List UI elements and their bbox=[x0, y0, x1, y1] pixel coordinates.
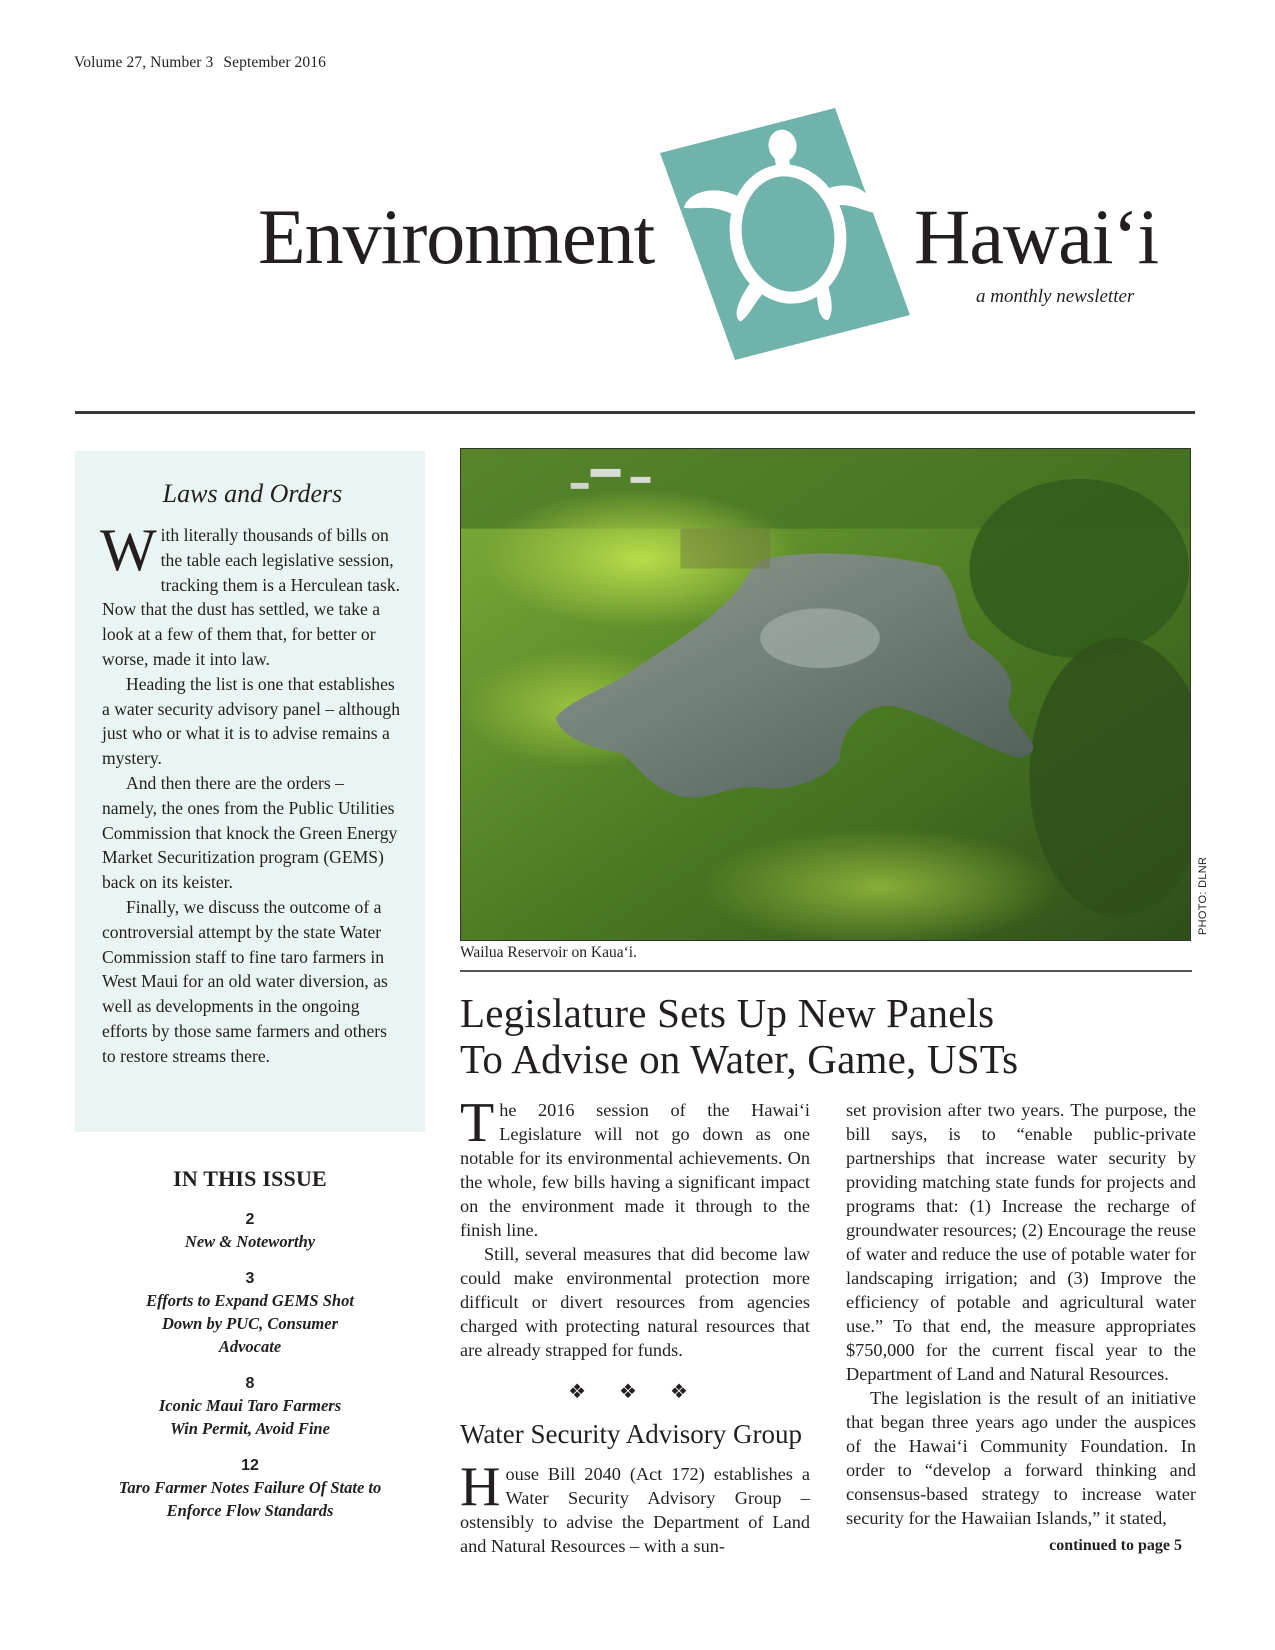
article-subhead: Water Security Advisory Group bbox=[460, 1419, 803, 1449]
article-paragraph: The legislation is the result of an initiative that began three years ago under the auspices of the Hawai‘i Community Foundation. In order to “develop a forward thinking and consensus-based strategy to increase water security for the Hawaiian Islands,” it stated, bbox=[846, 1388, 1196, 1528]
article-headline: Legislature Sets Up New Panels To Advise on Water, Game, USTs bbox=[460, 990, 1019, 1082]
article-paragraph: Still, several measures that did become law could make environmental protection more difficult or divert resources from agencies charged with protecting natural resources that are already strapped for funds. bbox=[460, 1244, 810, 1360]
drop-cap: W bbox=[100, 517, 157, 583]
article-paragraph: set provision after two years. The purpose, the bill says, is to “enable public-private partnerships that increase water security by providing matching state funds for projects and programs that: (1) Increase the recharge of groundwater resources; (2) Encourage the reuse of water and reduce the use of potable water for landscaping irrigation; and (3) Improve the efficiency of potable and agricultural water use.” To that end, the measure appropriates $750,000 for the current fiscal year to the Department of Land and Natural Resources. bbox=[846, 1100, 1196, 1384]
section-ornament: ❖ ❖ ❖ bbox=[568, 1381, 702, 1403]
toc-title: Iconic Maui Taro Farmers Win Permit, Avoid Fine bbox=[158, 1396, 342, 1438]
sidebar-paragraph: And then there are the orders – namely, the ones from the Public Utilities Commission that knock the Green Energy Market Securitization program (GEMS) back on its keister. bbox=[102, 772, 398, 893]
toc-page-number: 3 bbox=[245, 1270, 255, 1287]
toc-page-number: 2 bbox=[245, 1211, 255, 1228]
sidebar-paragraph: With literally thousands of bills on the table each legislative session, tracking them is a Herculean task. Now that the dust has settled, we take a look at a few of them that, for better or worse, made it into law. bbox=[100, 517, 401, 669]
in-this-issue bbox=[100, 1166, 400, 1538]
issue-info bbox=[74, 54, 326, 72]
in-this-issue-heading: IN THIS ISSUE bbox=[173, 1166, 327, 1191]
masthead-tagline: a monthly newsletter bbox=[976, 286, 1135, 307]
volume-number: Volume 27, Number 3 bbox=[74, 54, 214, 71]
sidebar-title: Laws and Orders bbox=[162, 479, 343, 508]
toc-page-number: 12 bbox=[241, 1457, 259, 1474]
masthead-title-right: Hawai‘i bbox=[914, 193, 1159, 280]
issue-date: September 2016 bbox=[223, 54, 326, 71]
reservoir-photo bbox=[460, 448, 1191, 941]
article-column-2 bbox=[846, 1098, 1196, 1558]
toc-item[interactable] bbox=[100, 1374, 400, 1440]
toc-title: Efforts to Expand GEMS Shot Down by PUC, Consumer Advocate bbox=[146, 1291, 354, 1356]
continued-link[interactable]: continued to page 5 bbox=[1049, 1537, 1182, 1554]
sidebar-laws-and-orders bbox=[75, 451, 425, 1132]
article-paragraph: House Bill 2040 (Act 172) establishes a Water Security Advisory Group – ostensibly to advise the Department of Land and Natural Resources – with a sun- bbox=[460, 1456, 810, 1556]
sidebar-paragraph: Finally, we discuss the outcome of a controversial attempt by the state Water Commission staff to fine taro farmers in West Maui for an old water diversion, as well as developments in the ongoing efforts by those same farmers and others to restore streams there. bbox=[102, 896, 388, 1066]
header-divider bbox=[75, 411, 1195, 414]
photo-credit: PHOTO: DLNR bbox=[1197, 856, 1209, 935]
photo-caption: Wailua Reservoir on Kaua‘i. bbox=[460, 944, 637, 961]
article-paragraph: The 2016 session of the Hawai‘i Legislature will not go down as one notable for its environmental achievements. On the whole, few bills having a significant impact on the environment made it through to the finish line. bbox=[460, 1092, 810, 1240]
toc-item[interactable] bbox=[100, 1269, 400, 1358]
toc-title: Taro Farmer Notes Failure Of State to Enforce Flow Standards bbox=[118, 1478, 382, 1520]
masthead-title-left: Environment bbox=[258, 193, 655, 280]
drop-cap: T bbox=[460, 1092, 495, 1154]
toc-item[interactable] bbox=[100, 1210, 400, 1253]
toc-page-number: 8 bbox=[245, 1375, 255, 1392]
article-column-1 bbox=[460, 1092, 810, 1558]
drop-cap: H bbox=[460, 1456, 501, 1518]
sea-turtle-icon bbox=[660, 108, 910, 360]
toc-title: New & Noteworthy bbox=[184, 1232, 316, 1251]
caption-divider bbox=[460, 970, 1192, 972]
sidebar-paragraph: Heading the list is one that establishes a water security advisory panel – although just who or what it is to advise remains a mystery. bbox=[102, 673, 401, 769]
toc-item[interactable] bbox=[100, 1456, 400, 1522]
